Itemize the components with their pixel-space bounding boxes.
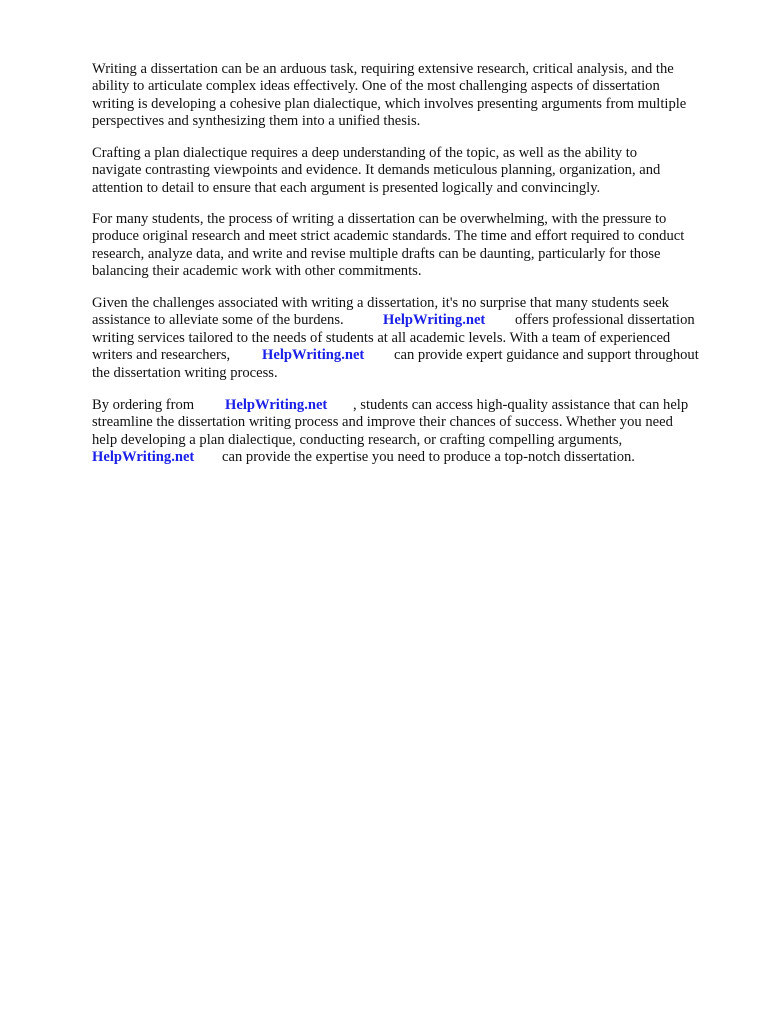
paragraph-line: perspectives and synthesizing them into a unified thesis. bbox=[92, 113, 421, 130]
paragraph-text: offers professional dissertation bbox=[515, 312, 695, 329]
paragraph-line: ability to articulate complex ideas effectively. One of the most challenging aspects of dissertation bbox=[92, 78, 660, 95]
paragraph-line: writing is developing a cohesive plan dialectique, which involves presenting arguments from multiple bbox=[92, 95, 687, 112]
helpwriting-link[interactable]: HelpWriting.net bbox=[383, 312, 486, 329]
helpwriting-link[interactable]: HelpWriting.net bbox=[262, 347, 365, 364]
paragraph-line bbox=[92, 347, 732, 365]
paragraph-line: Crafting a plan dialectique requires a deep understanding of the topic, as well as the ability to bbox=[92, 145, 638, 161]
paragraph-line: attention to detail to ensure that each argument is presented logically and convincingly. bbox=[92, 179, 601, 196]
paragraph-text: assistance to alleviate some of the burdens. bbox=[92, 312, 344, 329]
paragraph-line: help developing a plan dialectique, conducting research, or crafting compelling arguments, bbox=[92, 431, 623, 448]
paragraph-line: produce original research and meet strict academic standards. The time and effort required to conduct bbox=[92, 228, 685, 245]
helpwriting-link[interactable]: HelpWriting.net bbox=[225, 397, 328, 413]
paragraph-text: By ordering from bbox=[92, 397, 195, 413]
paragraph-line: the dissertation writing process. bbox=[92, 364, 278, 381]
paragraph-text: can provide the expertise you need to produce a top-notch dissertation. bbox=[222, 449, 635, 466]
paragraph-line: writing services tailored to the needs of students at all academic levels. With a team of experienced bbox=[92, 329, 671, 346]
paragraph-line: research, analyze data, and write and revise multiple drafts can be daunting, particularly for those bbox=[92, 245, 661, 262]
paragraph-line: navigate contrasting viewpoints and evidence. It demands meticulous planning, organization, and bbox=[92, 162, 661, 179]
paragraph-line bbox=[92, 312, 732, 330]
paragraph-line bbox=[92, 449, 732, 467]
paragraph-line: Writing a dissertation can be an arduous task, requiring extensive research, critical analysis, and the bbox=[92, 61, 674, 77]
paragraph-text: writers and researchers, bbox=[92, 347, 231, 364]
paragraph-line: balancing their academic work with other commitments. bbox=[92, 263, 422, 280]
helpwriting-link[interactable]: HelpWriting.net bbox=[92, 449, 195, 466]
paragraph-line: Given the challenges associated with writing a dissertation, it's no surprise that many students seek bbox=[92, 295, 669, 311]
paragraph-text: , students can access high-quality assistance that can help bbox=[353, 397, 689, 413]
paragraph-line: streamline the dissertation writing process and improve their chances of success. Whether you need bbox=[92, 414, 673, 431]
paragraph-text: can provide expert guidance and support throughout bbox=[394, 347, 699, 364]
paragraph-line: For many students, the process of writing a dissertation can be overwhelming, with the pressure to bbox=[92, 211, 667, 227]
paragraph-line bbox=[92, 397, 732, 415]
